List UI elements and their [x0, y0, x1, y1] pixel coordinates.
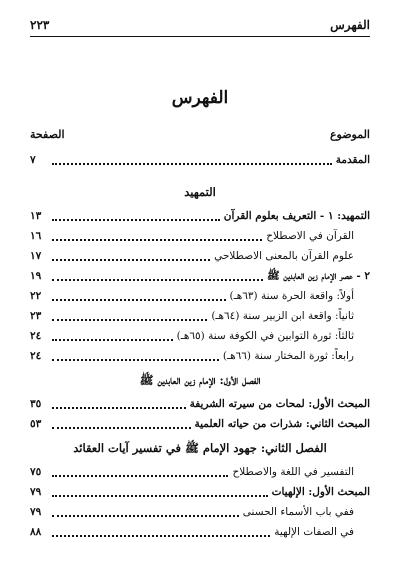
toc-entry-label: القرآن في الاصطلاح	[266, 230, 354, 242]
toc-entry-page: ٧	[30, 154, 36, 166]
toc-entry	[30, 522, 370, 542]
toc-body	[30, 150, 370, 542]
section-heading: الفصل الثاني: جهود الإمام ﷺ في تفسير آيات العقائد	[73, 441, 327, 455]
toc-entry-page: ٧٩	[30, 486, 42, 498]
toc-entry-label: ثانياً: واقعة ابن الزبير سنة (٦٤هـ)	[211, 310, 354, 322]
dot-leader	[52, 218, 220, 221]
toc-entry-label: ثالثاً: ثورة التوابين في الكوفة سنة (٦٥هـ)	[176, 330, 354, 342]
toc-entry	[30, 346, 370, 366]
column-headings	[30, 128, 370, 141]
column-topic-heading: الموضوع	[329, 128, 370, 141]
dot-leader	[52, 426, 191, 429]
header-page-number: ٢٢٣	[30, 18, 50, 32]
dot-leader	[52, 514, 239, 517]
toc-entry	[30, 414, 370, 434]
dot-leader	[52, 406, 186, 409]
toc-entry-label: علوم القرآن بالمعنى الاصطلاحي	[214, 250, 354, 262]
dot-leader	[52, 534, 270, 537]
dot-leader	[52, 318, 207, 321]
toc-entry	[30, 502, 370, 522]
toc-entry-page: ٢٤	[30, 350, 42, 362]
toc-entry	[30, 286, 370, 306]
toc-entry-page: ١٣	[30, 210, 42, 222]
toc-entry	[30, 462, 370, 482]
toc-entry	[30, 246, 370, 266]
toc-entry-page: ٨٨	[30, 526, 42, 538]
toc-entry-page: ٧٥	[30, 466, 42, 478]
toc-entry-label: التفسير في اللغة والاصطلاح	[232, 466, 354, 478]
toc-entry-label: المبحث الأول: لمحات من سيرته الشريفة	[189, 398, 370, 410]
dot-leader	[52, 338, 173, 341]
section-heading: التمهيد	[184, 185, 216, 199]
toc-entry-label: رابعاً: ثورة المختار سنة (٦٦هـ)	[222, 350, 354, 362]
header-rule	[30, 36, 370, 37]
toc-entry	[30, 326, 370, 346]
toc-entry-label: المبحث الأول: الإلهيات	[271, 486, 370, 498]
dot-leader	[52, 258, 210, 261]
toc-entry	[30, 482, 370, 502]
dot-leader	[52, 162, 332, 165]
toc-entry	[30, 306, 370, 326]
toc-entry-intro	[30, 150, 370, 170]
toc-entry-page: ٧٩	[30, 506, 42, 518]
dot-leader	[52, 278, 263, 281]
toc-entry	[30, 206, 370, 226]
toc-entry-page: ٢٢	[30, 290, 42, 302]
toc-entry-page: ٣٥	[30, 398, 42, 410]
running-header	[30, 14, 370, 36]
dot-leader	[52, 358, 219, 361]
toc-entry-label: المبحث الثاني: شذرات من حياته العلمية	[194, 418, 370, 430]
toc-entry-label: في الصفات الإلهية	[274, 526, 354, 538]
index-title: الفهرس	[171, 88, 229, 108]
toc-entry-label: ففي باب الأسماء الحسنى	[242, 506, 354, 518]
toc-entry	[30, 266, 370, 286]
dot-leader	[52, 298, 226, 301]
column-page-heading: الصفحة	[30, 128, 65, 141]
toc-entry-page: ١٩	[30, 270, 42, 282]
dot-leader	[52, 494, 268, 497]
toc-entry	[30, 394, 370, 414]
dot-leader	[52, 238, 262, 241]
toc-entry-label: ٢ - عصر الإمام زين العابدين ﷺ	[266, 270, 370, 282]
toc-entry	[30, 226, 370, 246]
toc-entry-page: ١٧	[30, 250, 42, 262]
toc-entry-page: ٢٤	[30, 330, 42, 342]
toc-entry-label: التمهيد: ١ - التعريف بعلوم القرآن	[223, 210, 370, 222]
toc-entry-page: ١٦	[30, 230, 42, 242]
toc-sections	[30, 178, 370, 542]
toc-entry-page: ٢٣	[30, 310, 42, 322]
dot-leader	[52, 474, 228, 477]
toc-entry-label: أولاً: واقعة الحرة سنة (٦٣هـ)	[229, 290, 354, 302]
section-heading: الفصل الأول: الإمام زين العابدين ﷺ	[139, 373, 261, 387]
header-title: الفهرس	[330, 18, 370, 32]
toc-entry-label: المقدمة	[335, 154, 370, 166]
toc-entry-page: ٥٣	[30, 418, 42, 430]
